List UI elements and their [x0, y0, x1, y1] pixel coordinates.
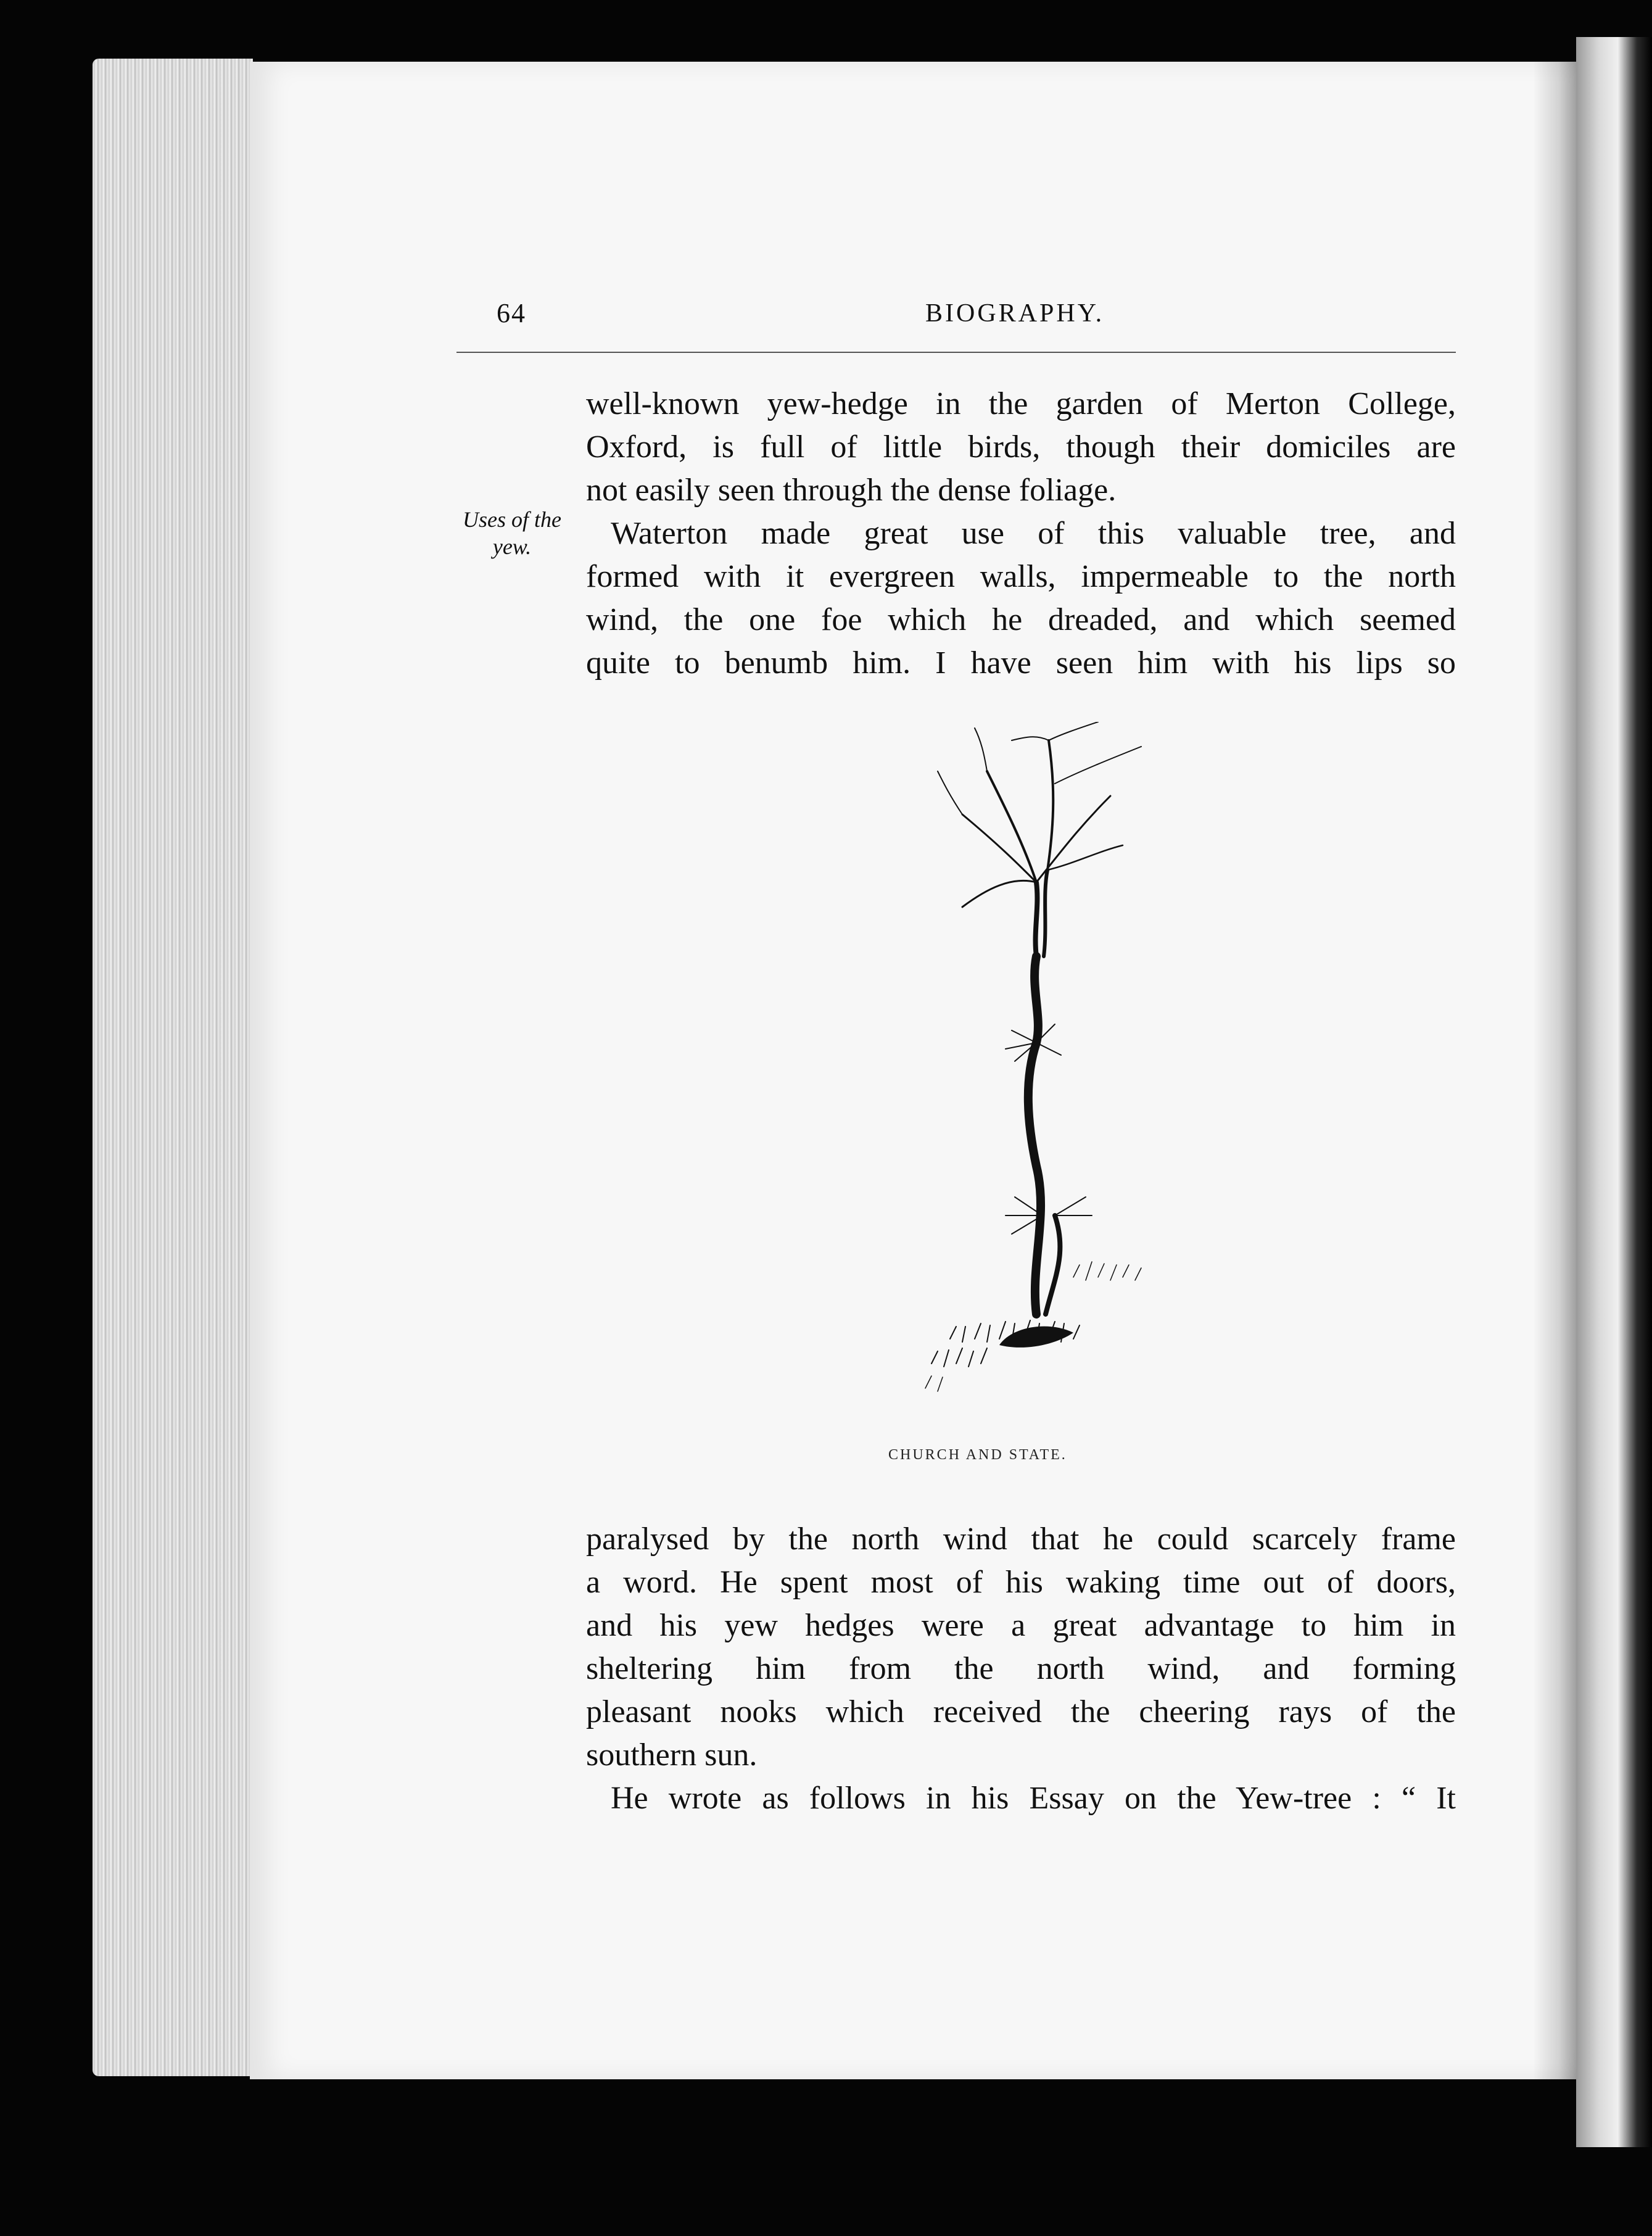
- text-line: pleasant nooks which received the cheering rays of the: [586, 1694, 1456, 1729]
- book-right-edge: [1576, 37, 1652, 2147]
- text-line: well-known yew-hedge in the garden of Merton College,: [586, 386, 1456, 421]
- text-line: sheltering him from the north wind, and forming: [586, 1651, 1456, 1686]
- text-line: He wrote as follows in his Essay on the Yew-tree : “ It: [611, 1781, 1456, 1816]
- text-line: southern sun.: [586, 1737, 758, 1773]
- paragraph-2: [586, 512, 1456, 685]
- tree-illustration: [851, 722, 1221, 1438]
- text-line: not easily seen through the dense foliage.: [586, 473, 1117, 508]
- running-title: BIOGRAPHY.: [925, 299, 1105, 328]
- text-line: quite to benumb him. I have seen him with his lips so: [586, 645, 1456, 681]
- text-line: wind, the one foe which he dreaded, and which seemed: [586, 602, 1456, 637]
- margin-note-line: yew.: [492, 534, 532, 559]
- paragraph-1: [586, 383, 1456, 512]
- text-line: Waterton made great use of this valuable tree, and: [611, 516, 1456, 551]
- margin-note: [444, 506, 580, 560]
- paragraph-4: [586, 1777, 1456, 1820]
- text-line: and his yew hedges were a great advantage to him in: [586, 1608, 1456, 1643]
- gutter-shadow: [1533, 62, 1576, 2079]
- figure-caption: CHURCH AND STATE.: [888, 1447, 1067, 1463]
- page-number: 64: [497, 298, 526, 328]
- paragraph-3: [586, 1518, 1456, 1777]
- text-line: paralysed by the north wind that he could scarcely frame: [586, 1522, 1456, 1557]
- text-line: Oxford, is full of little birds, though their domiciles are: [586, 429, 1456, 465]
- margin-note-line: Uses of the: [463, 507, 561, 532]
- header-rule: [456, 352, 1456, 353]
- text-line: a word. He spent most of his waking time out of doors,: [586, 1565, 1456, 1600]
- text-line: formed with it evergreen walls, impermeable to the north: [586, 559, 1456, 594]
- book-page-edges: [93, 59, 253, 2076]
